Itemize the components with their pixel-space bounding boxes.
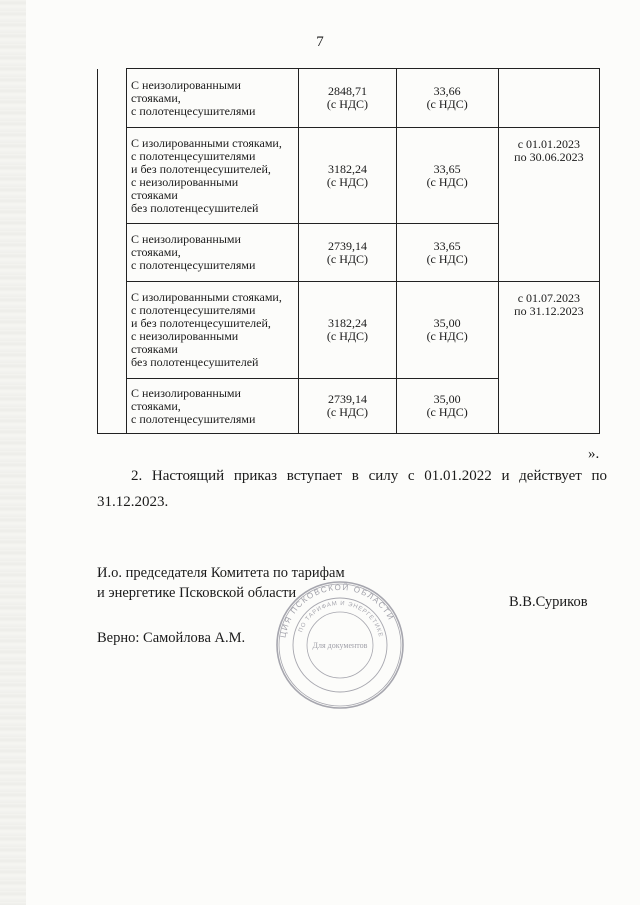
position-line-2: и энергетике Псковской области	[97, 585, 297, 601]
row-description: С неизолированными стояками, с полотенцесушителями	[127, 379, 299, 434]
verified-by: Верно: Самойлова А.М.	[97, 630, 246, 646]
row-description: С неизолированными стояками, с полотенцесушителями	[127, 69, 299, 128]
signatory-name: В.В.Суриков	[509, 594, 588, 610]
stamp-center-text: Для документов	[312, 641, 368, 650]
row-period: с 01.01.2023 по 30.06.2023	[498, 128, 599, 282]
table-row	[98, 282, 600, 379]
row-norm: 35,00 (с НДС)	[396, 379, 498, 434]
row-price: 2739,14 (с НДС)	[299, 379, 396, 434]
paragraph-effective-date: 2. Настоящий приказ вступает в силу с 01.01.2022 и действует по 31.12.2023.	[97, 468, 607, 510]
row-norm: 33,65 (с НДС)	[396, 128, 498, 224]
row-price: 2739,14 (с НДС)	[299, 224, 396, 282]
row-description: С изолированными стояками, с полотенцесушителями и без полотенцесушителей, с неизолированными стояками без полотенцесушителей	[127, 128, 299, 224]
row-norm: 33,65 (с НДС)	[396, 224, 498, 282]
row-norm: 35,00 (с НДС)	[396, 282, 498, 379]
stamp-outer-text: ЦИЯ ПСКОВСКОЙ ОБЛАСТИ	[278, 582, 396, 639]
table-row	[98, 128, 600, 224]
row-period: с 01.07.2023 по 31.12.2023	[498, 282, 599, 434]
row-description: С изолированными стояками, с полотенцесушителями и без полотенцесушителей, с неизолированными стояками без полотенцесушителей	[127, 282, 299, 379]
table-row	[98, 69, 600, 128]
scan-edge	[0, 0, 26, 905]
page-number: 7	[316, 34, 324, 50]
position-line-1: И.о. председателя Комитета по тарифам	[97, 565, 345, 581]
row-price: 2848,71 (с НДС)	[299, 69, 396, 128]
row-price: 3182,24 (с НДС)	[299, 128, 396, 224]
row-period	[498, 69, 599, 128]
closing-quote: ».	[588, 446, 600, 462]
row-description: С неизолированными стояками, с полотенцесушителями	[127, 224, 299, 282]
tariff-table	[97, 68, 600, 434]
row-price: 3182,24 (с НДС)	[299, 282, 396, 379]
stamp-inner-text: ПО ТАРИФАМ И ЭНЕРГЕТИКЕ	[298, 600, 384, 639]
official-stamp	[275, 580, 405, 710]
row-norm: 33,66 (с НДС)	[396, 69, 498, 128]
